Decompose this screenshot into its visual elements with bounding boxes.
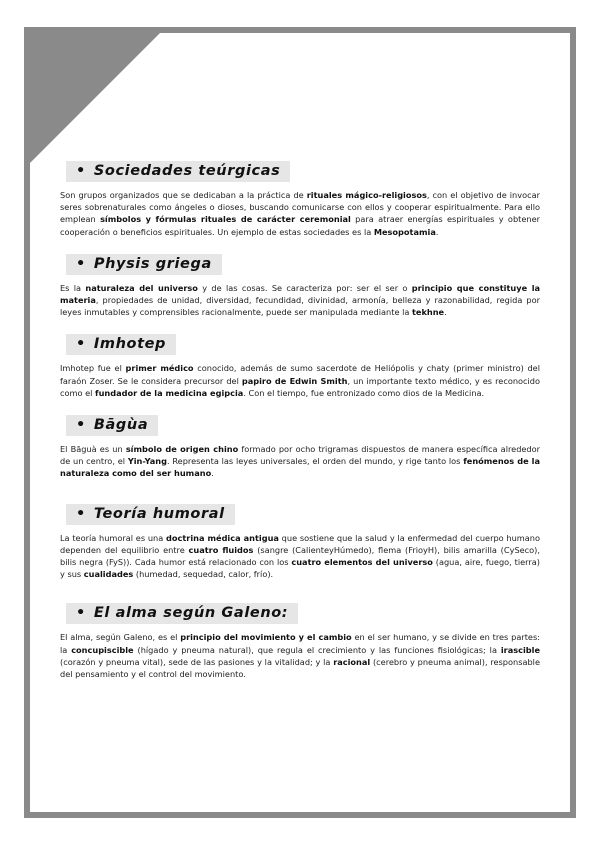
section-heading: • Imhotep (66, 334, 176, 355)
bullet-icon: • (76, 505, 86, 522)
section-heading: • Teoría humoral (66, 504, 235, 525)
section-heading: • Sociedades teúrgicas (66, 161, 290, 182)
section-teoria-humoral (60, 503, 540, 581)
document-content (60, 160, 540, 680)
section-paragraph: Imhotep fue el primer médico conocido, además de sumo sacerdote de Heliópolis y chaty (primer ministro) del faraón Zoser. Se le considera precursor del papiro de Edwin Smith, un importante texto médico, y es reconocido como el fundador de la medicina egipcia. Con el tiempo, fue entronizado como dios de la Medicina. (60, 363, 541, 398)
section-bagua (60, 414, 540, 480)
section-physis-griega (60, 253, 540, 319)
bullet-icon: • (76, 163, 86, 179)
corner-decoration (24, 27, 166, 169)
bullet-icon: • (76, 605, 86, 622)
bullet-icon: • (76, 336, 86, 353)
section-heading: • Physis griega (66, 254, 222, 275)
section-paragraph: La teoría humoral es una doctrina médica antigua que sostiene que la salud y la enfermedad del cuerpo humano dependen del equilibrio entre cuatro fluidos (sangre (CalienteyHúmedo), flema (FrioyH), bilis amarilla (CySeco), bilis negra (FyS)). Cada humor está relacionado con los cuatro elementos del universo (agua, aire, fuego, tierra) y sus cualidades (humedad, sequedad, calor, frío). (60, 532, 540, 580)
section-paragraph: El alma, según Galeno, es el principio del movimiento y el cambio en el ser humano, y se divide en tres partes: la concupiscible (hígado y pneuma natural), que regula el crecimiento y las funciones fisiológicas; la irascible (corazón y pneuma vital), sede de las pasiones y la vitalidad; y la racional (cerebro y pneuma animal), responsable del pensamiento y el control del movimiento. (60, 632, 540, 680)
section-paragraph: El Bāguà es un símbolo de origen chino formado por ocho trigramas dispuestos de manera específica alrededor de un centro, el Yin-Yang. Representa las leyes universales, el orden del mundo, y rige tanto los fenómenos de la naturaleza como del ser humano. (60, 444, 541, 479)
section-heading: • El alma según Galeno: (66, 603, 298, 624)
section-paragraph: Son grupos organizados que se dedicaban a la práctica de rituales mágico-religiosos, con el objetivo de invocar seres sobrenaturales como ángeles o dioses, buscando comunicarse con ellos y cooperar espiritualmente. Para ello emplean símbolos y fórmulas rituales de carácter ceremonial para atraer energías espirituales y obtener cooperación o beneficios espirituales. Un ejemplo de estas sociedades es la Mesopotamia. (60, 190, 540, 237)
bullet-icon: • (76, 255, 86, 272)
bullet-icon: • (76, 417, 86, 434)
section-imhotep (60, 333, 540, 399)
section-heading: • Bāgùa (66, 415, 158, 436)
section-sociedades-teurgicas (60, 160, 540, 238)
section-paragraph: Es la naturaleza del universo y de las cosas. Se caracteriza por: ser el ser o principio que constituye la materia, propiedades de unidad, diversidad, fecundidad, divinidad, armonía, belleza y razonabilidad, regida por leyes inmutables y comprensibles racionalmente, puede ser manipulada mediante la tekhne. (60, 282, 541, 318)
section-alma-galeno (60, 602, 540, 680)
